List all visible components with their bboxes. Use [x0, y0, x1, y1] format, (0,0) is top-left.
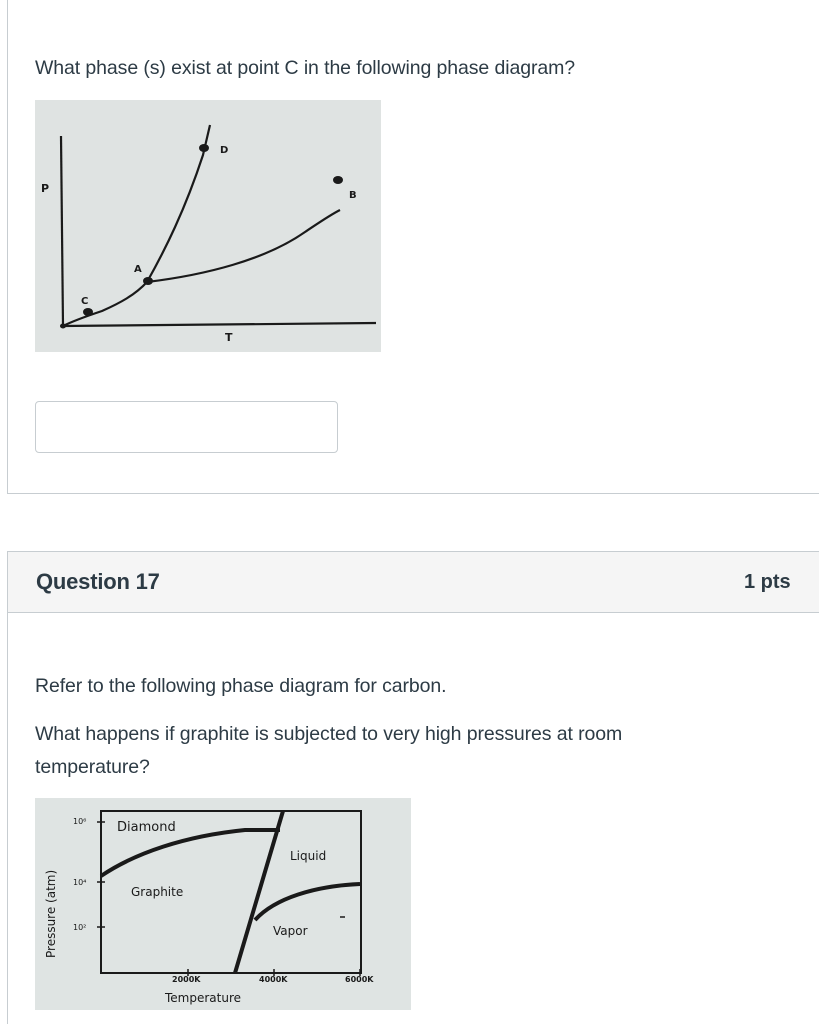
svg-text:10²: 10² [73, 923, 87, 932]
svg-text:Temperature: Temperature [165, 991, 242, 1005]
question-17-prompt-line1: What happens if graphite is subjected to very high pressures at room [35, 723, 623, 745]
carbon-phase-diagram-svg [35, 798, 411, 1010]
svg-text:P: P [41, 182, 50, 195]
svg-text:B: B [349, 190, 357, 201]
question-17-header [8, 552, 819, 613]
svg-text:2000K: 2000K [172, 975, 201, 984]
question-17-intro: Refer to the following phase diagram for carbon. [35, 675, 447, 697]
svg-text:10⁴: 10⁴ [73, 878, 87, 887]
phase-diagram-figure [35, 100, 381, 352]
svg-text:C: C [81, 296, 89, 307]
svg-text:Liquid: Liquid [290, 849, 327, 863]
question-17-prompt-line2: temperature? [35, 756, 150, 778]
phase-diagram-svg [35, 100, 381, 352]
svg-text:4000K: 4000K [259, 975, 288, 984]
svg-text:T: T [225, 331, 233, 344]
point-a-marker [143, 277, 153, 285]
point-b-marker [333, 176, 343, 184]
svg-text:Pressure (atm): Pressure (atm) [44, 869, 58, 958]
svg-text:Graphite: Graphite [131, 885, 184, 899]
question-16-prompt: What phase (s) exist at point C in the following phase diagram? [35, 57, 575, 79]
point-c-marker [83, 308, 93, 316]
answer-input[interactable] [35, 401, 338, 453]
question-points: 1 pts [744, 571, 791, 593]
point-d-marker [199, 144, 209, 152]
question-title: Question 17 [36, 569, 160, 594]
svg-text:6000K: 6000K [345, 975, 374, 984]
svg-text:Vapor: Vapor [273, 924, 308, 938]
svg-text:10⁶: 10⁶ [73, 817, 87, 826]
svg-text:D: D [220, 145, 229, 156]
svg-text:Diamond: Diamond [117, 820, 176, 835]
carbon-phase-diagram-figure [35, 798, 411, 1010]
svg-text:A: A [134, 264, 142, 275]
